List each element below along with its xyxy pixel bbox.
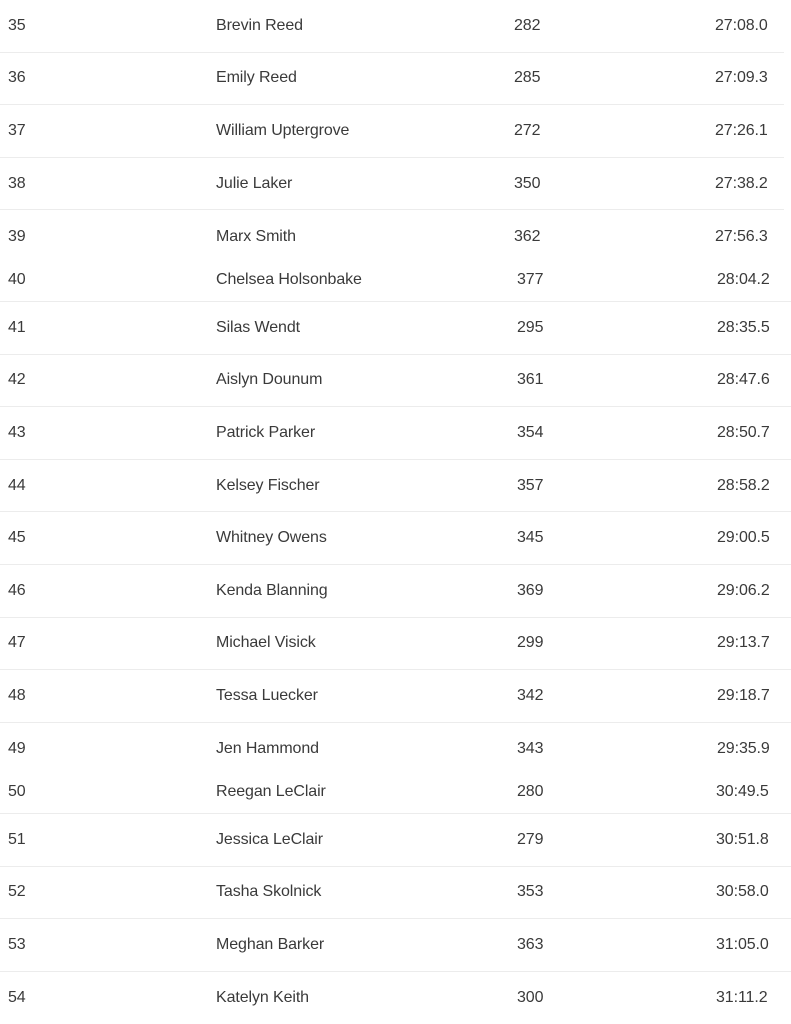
name-cell: Brevin Reed xyxy=(216,16,303,34)
name-cell: Chelsea Holsonbake xyxy=(216,270,362,288)
name-cell: Jessica LeClair xyxy=(216,830,323,848)
results-table-block-3 xyxy=(0,770,791,1024)
name-cell: Michael Visick xyxy=(216,634,316,652)
bib-cell: 342 xyxy=(517,686,544,704)
bib-cell: 353 xyxy=(517,883,544,901)
place-cell: 40 xyxy=(8,270,26,288)
place-cell: 37 xyxy=(8,121,26,139)
place-cell: 54 xyxy=(8,989,26,1007)
table-row xyxy=(0,460,791,513)
name-cell: William Uptergrove xyxy=(216,121,350,139)
table-row xyxy=(0,972,791,1024)
results-table-block-2 xyxy=(0,258,791,775)
bib-cell: 361 xyxy=(517,371,544,389)
place-cell: 50 xyxy=(8,782,26,800)
place-cell: 44 xyxy=(8,476,26,494)
bib-cell: 343 xyxy=(517,740,544,758)
place-cell: 46 xyxy=(8,581,26,599)
name-cell: Patrick Parker xyxy=(216,423,316,441)
time-cell: 29:06.2 xyxy=(717,581,770,599)
table-row xyxy=(0,565,791,618)
name-cell: Marx Smith xyxy=(216,227,296,245)
name-cell: Meghan Barker xyxy=(216,935,325,953)
time-cell: 27:38.2 xyxy=(715,174,768,192)
table-row xyxy=(0,512,791,565)
table-row xyxy=(0,670,791,723)
time-cell: 28:50.7 xyxy=(717,423,770,441)
name-cell: Emily Reed xyxy=(216,69,297,87)
name-cell: Tasha Skolnick xyxy=(216,883,322,901)
table-row xyxy=(0,919,791,972)
name-cell: Kenda Blanning xyxy=(216,581,328,599)
table-row xyxy=(0,0,784,53)
place-cell: 49 xyxy=(8,740,26,758)
bib-cell: 282 xyxy=(514,16,541,34)
place-cell: 42 xyxy=(8,371,26,389)
bib-cell: 345 xyxy=(517,529,544,547)
table-row xyxy=(0,723,791,776)
time-cell: 30:51.8 xyxy=(716,830,769,848)
time-cell: 27:56.3 xyxy=(715,227,768,245)
bib-cell: 357 xyxy=(517,476,544,494)
bib-cell: 362 xyxy=(514,227,541,245)
bib-cell: 300 xyxy=(517,989,544,1007)
table-row xyxy=(0,867,791,920)
bib-cell: 369 xyxy=(517,581,544,599)
time-cell: 31:05.0 xyxy=(716,935,769,953)
table-row xyxy=(0,210,784,263)
name-cell: Julie Laker xyxy=(216,174,293,192)
time-cell: 27:26.1 xyxy=(715,121,768,139)
place-cell: 52 xyxy=(8,883,26,901)
place-cell: 48 xyxy=(8,686,26,704)
name-cell: Reegan LeClair xyxy=(216,782,326,800)
bib-cell: 295 xyxy=(517,318,544,336)
table-row xyxy=(0,355,791,408)
table-row xyxy=(0,814,791,867)
place-cell: 47 xyxy=(8,634,26,652)
bib-cell: 377 xyxy=(517,270,544,288)
bib-cell: 354 xyxy=(517,423,544,441)
time-cell: 27:09.3 xyxy=(715,69,768,87)
time-cell: 28:58.2 xyxy=(717,476,770,494)
name-cell: Tessa Luecker xyxy=(216,686,318,704)
table-row xyxy=(0,53,784,106)
table-row xyxy=(0,302,791,355)
bib-cell: 279 xyxy=(517,830,544,848)
bib-cell: 280 xyxy=(517,782,544,800)
time-cell: 29:00.5 xyxy=(717,529,770,547)
bib-cell: 272 xyxy=(514,121,541,139)
place-cell: 43 xyxy=(8,423,26,441)
place-cell: 38 xyxy=(8,174,26,192)
place-cell: 39 xyxy=(8,227,26,245)
place-cell: 41 xyxy=(8,318,26,336)
place-cell: 45 xyxy=(8,529,26,547)
table-row xyxy=(0,258,791,302)
time-cell: 29:18.7 xyxy=(717,686,770,704)
name-cell: Jen Hammond xyxy=(216,740,319,758)
time-cell: 31:11.2 xyxy=(716,989,768,1007)
name-cell: Katelyn Keith xyxy=(216,989,309,1007)
time-cell: 28:35.5 xyxy=(717,318,770,336)
place-cell: 51 xyxy=(8,830,26,848)
place-cell: 35 xyxy=(8,16,26,34)
time-cell: 29:35.9 xyxy=(717,740,770,758)
table-row xyxy=(0,105,784,158)
bib-cell: 285 xyxy=(514,69,541,87)
bib-cell: 299 xyxy=(517,634,544,652)
time-cell: 28:04.2 xyxy=(717,270,770,288)
time-cell: 29:13.7 xyxy=(717,634,770,652)
name-cell: Aislyn Dounum xyxy=(216,371,323,389)
results-table-block-1 xyxy=(0,0,791,263)
time-cell: 30:49.5 xyxy=(716,782,769,800)
time-cell: 30:58.0 xyxy=(716,883,769,901)
time-cell: 27:08.0 xyxy=(715,16,768,34)
name-cell: Whitney Owens xyxy=(216,529,327,547)
table-row xyxy=(0,407,791,460)
table-row xyxy=(0,770,791,814)
place-cell: 36 xyxy=(8,69,26,87)
bib-cell: 363 xyxy=(517,935,544,953)
bib-cell: 350 xyxy=(514,174,541,192)
time-cell: 28:47.6 xyxy=(717,371,770,389)
name-cell: Kelsey Fischer xyxy=(216,476,320,494)
table-row xyxy=(0,158,784,211)
name-cell: Silas Wendt xyxy=(216,318,300,336)
place-cell: 53 xyxy=(8,935,26,953)
table-row xyxy=(0,618,791,671)
